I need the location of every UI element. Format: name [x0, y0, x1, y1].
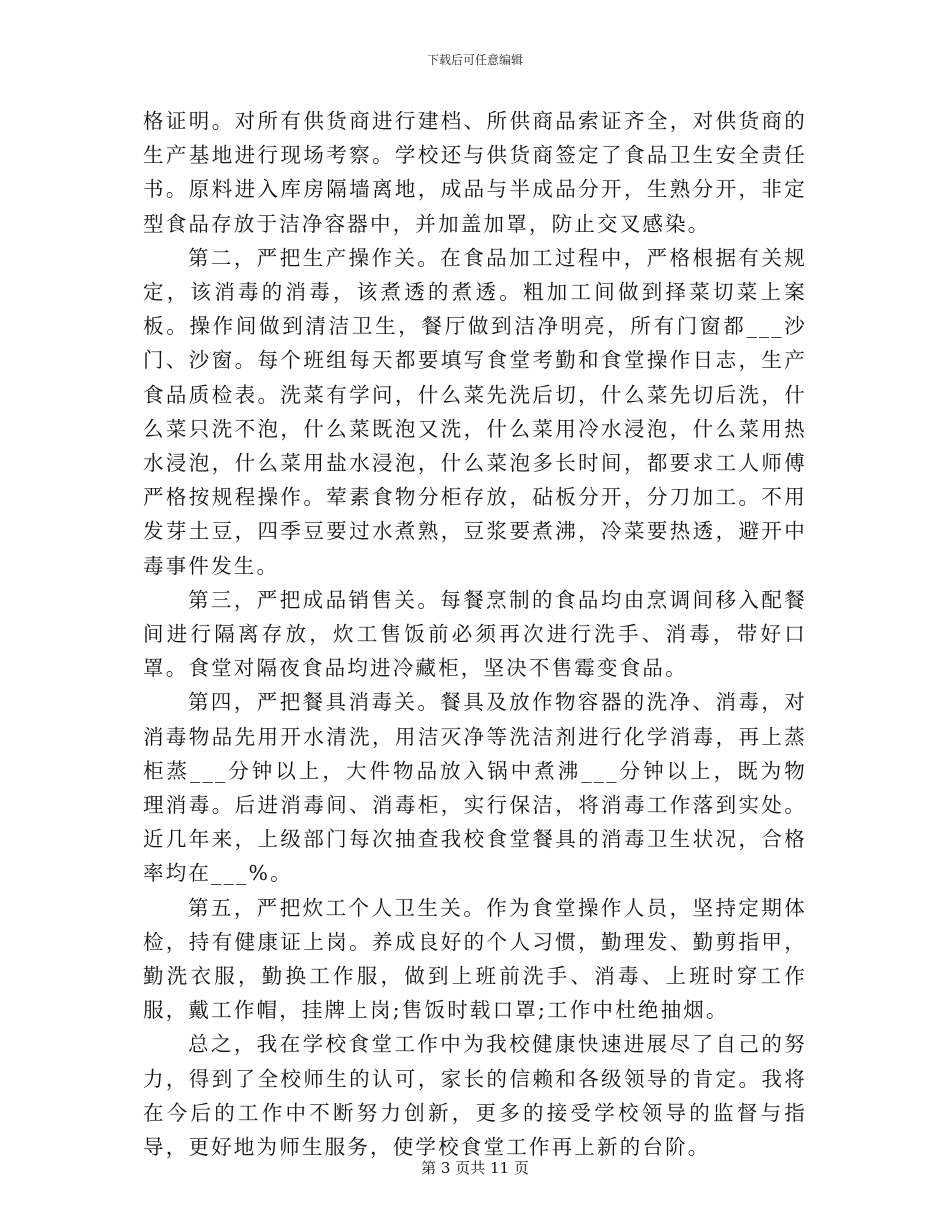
paragraph-summary: 总之，我在学校食堂工作中为我校健康快速进展尽了自己的努力，得到了全校师生的认可，家长的信赖和各级领导的肯定。我将在今后的工作中不断努力创新，更多的接受学校领导的监督与指导，更好地为师生服务，使学校食堂工作再上新的台阶。 [143, 1032, 807, 1160]
page-header: 下载后可任意编辑 [426, 53, 523, 67]
paragraph-product-sales: 第三，严把成品销售关。每餐烹制的食品均由烹调间移入配餐间进行隔离存放，炊工售饭前必须再次进行洗手、消毒，带好口罩。食堂对隔夜食品均进冷藏柜，坚决不售霉变食品。 [143, 587, 807, 681]
document-body [143, 104, 807, 1164]
page-number: 第 3 页共 11 页 [421, 1159, 529, 1177]
paragraph-production-operation: 第二，严把生产操作关。在食品加工过程中，严格根据有关规定，该消毒的消毒，该煮透的煮透。粗加工间做到择菜切菜上案板。操作间做到清洁卫生，餐厅做到洁净明亮，所有门窗都___沙门、沙窗。每个班组每天都要填写食堂考勤和食堂操作日志，生产食品质检表。洗菜有学问，什么菜先洗后切，什么菜先切后洗，什么菜只洗不泡，什么菜既泡又洗，什么菜用冷水浸泡，什么菜用热水浸泡，什么菜用盐水浸泡，什么菜泡多长时间，都要求工人师傅严格按规程操作。荤素食物分柜存放，砧板分开，分刀加工。不用发芽土豆，四季豆要过水煮熟，豆浆要煮沸，冷菜要热透，避开中毒事件发生。 [143, 245, 807, 578]
paragraph-personal-hygiene: 第五，严把炊工个人卫生关。作为食堂操作人员，坚持定期体检，持有健康证上岗。养成良好的个人习惯，勤理发、勤剪指甲，勤洗衣服，勤换工作服，做到上班前洗手、消毒、上班时穿工作服，戴工作帽，挂牌上岗;售饭时载口罩;工作中杜绝抽烟。 [143, 895, 807, 1023]
paragraph-tableware-disinfection: 第四，严把餐具消毒关。餐具及放作物容器的洗净、消毒，对消毒物品先用开水清洗，用洁灭净等洗洁剂进行化学消毒，再上蒸柜蒸___分钟以上，大件物品放入锅中煮沸___分钟以上，既为物理消毒。后进消毒间、消毒柜，实行保洁，将消毒工作落到实处。近几年来，上级部门每次抽查我校食堂餐具的消毒卫生状况，合格率均在___%。 [143, 690, 807, 886]
paragraph-continuation: 格证明。对所有供货商进行建档、所供商品索证齐全，对供货商的生产基地进行现场考察。学校还与供货商签定了食品卫生安全责任书。原料进入库房隔墙离地，成品与半成品分开，生熟分开，非定型食品存放于洁净容器中，并加盖加罩，防止交叉感染。 [143, 109, 807, 236]
